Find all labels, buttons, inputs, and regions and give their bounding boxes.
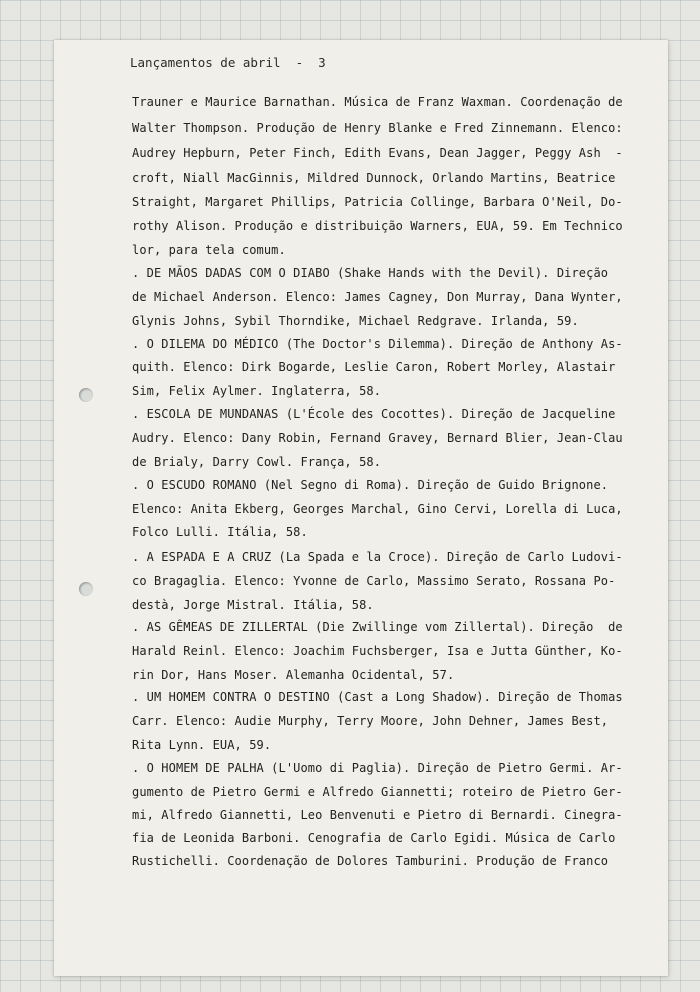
film-entry-line: . UM HOMEM CONTRA O DESTINO (Cast a Long Shadow). Direção de Thomas xyxy=(132,690,623,704)
header-separator: - xyxy=(295,55,304,70)
film-entry-line: . O HOMEM DE PALHA (L'Uomo di Paglia). Direção de Pietro Germi. Ar- xyxy=(132,761,623,775)
text-line: quith. Elenco: Dirk Bogarde, Leslie Caron, Robert Morley, Alastair xyxy=(132,360,616,374)
text-line: Carr. Elenco: Audie Murphy, Terry Moore, John Dehner, James Best, xyxy=(132,714,609,728)
page-number: 3 xyxy=(318,55,326,70)
text-line: rothy Alison. Produção e distribuição Warners, EUA, 59. Em Technico xyxy=(132,219,623,233)
text-line: Glynis Johns, Sybil Thorndike, Michael Redgrave. Irlanda, 59. xyxy=(132,314,579,328)
text-line: Trauner e Maurice Barnathan. Música de Franz Waxman. Coordenação de xyxy=(132,95,623,109)
text-line: co Bragaglia. Elenco: Yvonne de Carlo, Massimo Serato, Rossana Po- xyxy=(132,574,616,588)
text-line: destà, Jorge Mistral. Itália, 58. xyxy=(132,598,374,612)
text-line: Walter Thompson. Produção de Henry Blanke e Fred Zinnemann. Elenco: xyxy=(132,121,623,135)
text-line: fia de Leonida Barboni. Cenografia de Carlo Egidi. Música de Carlo xyxy=(132,831,616,845)
text-line: de Brialy, Darry Cowl. França, 58. xyxy=(132,455,382,469)
punch-hole-bottom xyxy=(79,582,93,596)
film-entry-line: . A ESPADA E A CRUZ (La Spada e la Croce). Direção de Carlo Ludovi- xyxy=(132,550,623,564)
text-line: Harald Reinl. Elenco: Joachim Fuchsberger, Isa e Jutta Günther, Ko- xyxy=(132,644,623,658)
text-line: Audry. Elenco: Dany Robin, Fernand Gravey, Bernard Blier, Jean-Clau xyxy=(132,431,623,445)
film-entry-line: . O ESCUDO ROMANO (Nel Segno di Roma). Direção de Guido Brignone. xyxy=(132,478,609,492)
text-line: Rita Lynn. EUA, 59. xyxy=(132,738,272,752)
text-line: gumento de Pietro Germi e Alfredo Giannetti; roteiro de Pietro Ger- xyxy=(132,785,623,799)
text-line: Straight, Margaret Phillips, Patricia Collinge, Barbara O'Neil, Do- xyxy=(132,195,623,209)
text-line: croft, Niall MacGinnis, Mildred Dunnock, Orlando Martins, Beatrice xyxy=(132,171,616,185)
text-line: de Michael Anderson. Elenco: James Cagney, Don Murray, Dana Wynter, xyxy=(132,290,623,304)
text-line: Folco Lulli. Itália, 58. xyxy=(132,525,308,539)
header-title: Lançamentos de abril xyxy=(130,55,281,70)
page-header xyxy=(130,55,326,70)
film-entry-line: . ESCOLA DE MUNDANAS (L'École des Cocottes). Direção de Jacqueline xyxy=(132,407,616,421)
text-line: Sim, Felix Aylmer. Inglaterra, 58. xyxy=(132,384,382,398)
punch-hole-top xyxy=(79,388,93,402)
film-entry-line: . O DILEMA DO MÉDICO (The Doctor's Dilemma). Direção de Anthony As- xyxy=(132,337,623,351)
text-line: Elenco: Anita Ekberg, Georges Marchal, Gino Cervi, Lorella di Luca, xyxy=(132,502,623,516)
film-entry-line: . DE MÃOS DADAS COM O DIABO (Shake Hands with the Devil). Direção xyxy=(132,266,609,280)
text-line: Audrey Hepburn, Peter Finch, Edith Evans, Dean Jagger, Peggy Ash - xyxy=(132,146,623,160)
text-line: Rustichelli. Coordenação de Dolores Tamburini. Produção de Franco xyxy=(132,854,609,868)
text-line: lor, para tela comum. xyxy=(132,243,286,257)
text-line: mi, Alfredo Giannetti, Leo Benvenuti e Pietro di Bernardi. Cinegra- xyxy=(132,808,623,822)
text-line: rin Dor, Hans Moser. Alemanha Ocidental, 57. xyxy=(132,668,455,682)
film-entry-line: . AS GÊMEAS DE ZILLERTAL (Die Zwillinge vom Zillertal). Direção de xyxy=(132,620,623,634)
